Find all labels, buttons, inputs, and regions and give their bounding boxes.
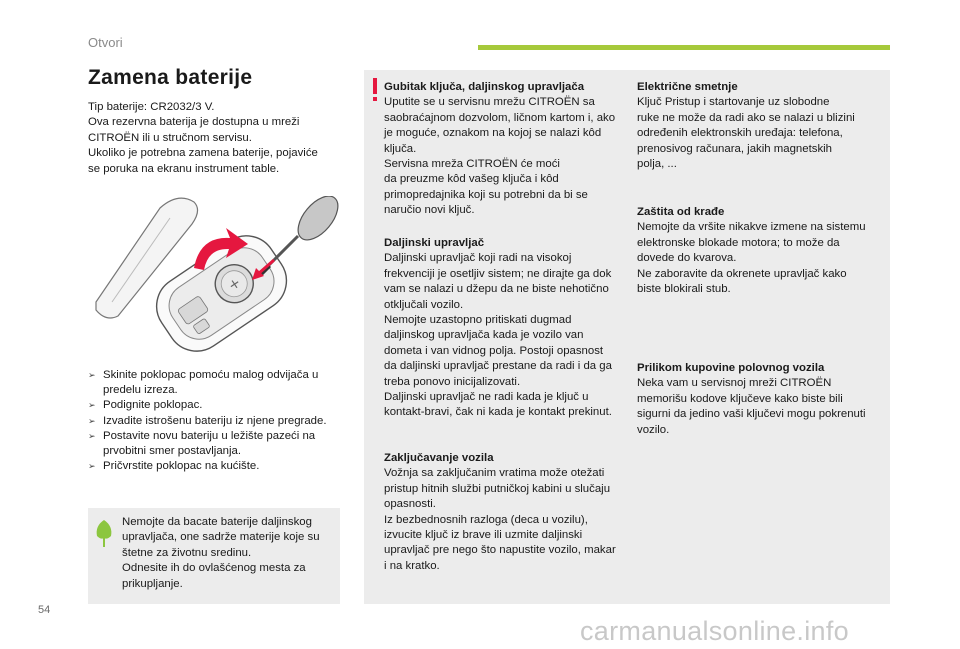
bullet-icon: ➢ xyxy=(88,461,96,472)
block-line: naručio novi ključ. xyxy=(384,204,475,217)
block-line: pristup hitnih službi putničkoj kabini u slučaju xyxy=(384,482,611,495)
block-line: Uputite se u servisnu mrežu CITROËN sa xyxy=(384,96,595,109)
block-line: izvucite ključ iz brave ili uzmite daljinski xyxy=(384,529,583,542)
block-line: prenosivog računara, jakih magnetskih xyxy=(637,142,833,155)
block-line: određenih elektronskih uređaja: telefona, xyxy=(637,127,843,140)
block-line: Ne zaboravite da okrenete upravljač kako xyxy=(637,267,847,280)
used-car-block xyxy=(637,361,887,438)
block-line: opasnosti. xyxy=(384,498,436,511)
block-line: Nemojte uzastopno pritiskati dugmad xyxy=(384,314,572,327)
block-line: kontakt-bravi, čak ni kada je kontakt prekinut. xyxy=(384,406,612,419)
bullet-icon: ➢ xyxy=(88,370,96,380)
block-line: frekvenciji je osetljiv sistem; ne dirajte ga dok xyxy=(384,267,612,280)
block-line: i na kratko. xyxy=(384,559,440,572)
block-title: Električne smetnje xyxy=(637,81,738,93)
block-line: dovede do kvarova. xyxy=(637,252,737,265)
step-item xyxy=(88,398,350,413)
eco-note xyxy=(88,508,340,604)
eco-line: Nemojte da bacate baterije daljinskog xyxy=(122,516,312,528)
block-title: Zaštita od krađe xyxy=(637,206,725,218)
block-line: polja, ... xyxy=(637,158,677,171)
step-line: Pričvrstite poklopac na kućište. xyxy=(103,460,260,473)
bullet-icon: ➢ xyxy=(88,400,96,411)
steps-list xyxy=(88,368,350,474)
eco-note-text xyxy=(122,515,320,592)
step-line: Izvadite istrošenu bateriju iz njene pregrade. xyxy=(103,414,327,427)
block-line: sigurni da jedino vaši ključevi mogu pokrenuti xyxy=(637,408,866,421)
block-line: ruke ne može da radi ako se nalazi u blizini xyxy=(637,111,855,124)
intro-line: se poruka na ekranu instrument table. xyxy=(88,162,280,175)
step-line: Postavite novu bateriju u ležište pazeći na xyxy=(103,429,316,442)
block-line: saobraćajnom dozvolom, ličnom kartom i, ako xyxy=(384,111,616,124)
step-item xyxy=(88,368,350,398)
bullet-icon: ➢ xyxy=(88,415,96,426)
block-line: vozilo. xyxy=(637,423,670,436)
eco-line: upravljača, one sadrže materije koje su xyxy=(122,531,320,544)
block-title: Prilikom kupovine polovnog vozila xyxy=(637,362,825,374)
intro-line: Tip baterije: CR2032/3 V. xyxy=(88,101,215,113)
block-line: biste blokirali stub. xyxy=(637,283,731,296)
remote-block xyxy=(384,236,634,421)
step-line: predelu izreza. xyxy=(103,384,178,397)
section-label: Otvori xyxy=(88,35,123,50)
block-line: otključali vozilo. xyxy=(384,298,464,311)
leaf-icon xyxy=(95,518,113,548)
block-line: treba ponovo inicijalizovati. xyxy=(384,375,521,388)
eco-line: Odnesite ih do ovlašćenog mesta za xyxy=(122,562,306,575)
svg-text:+: + xyxy=(225,274,245,295)
block-line: Vožnja sa zaključanim vratima može otežati xyxy=(384,467,605,480)
block-line: Servisna mreža CITROËN će moći xyxy=(384,158,560,171)
block-title: Gubitak ključa, daljinskog upravljača xyxy=(384,81,585,93)
locking-block xyxy=(384,451,634,574)
block-line: primopredajnika koji su potrebni da bi se xyxy=(384,188,588,201)
block-line: da daljinski upravljač prestane da radi i da ga xyxy=(384,360,612,373)
block-line: Daljinski upravljač koji radi na visokoj xyxy=(384,252,572,265)
block-line: Neka vam u servisnoj mreži CITROËN xyxy=(637,377,832,390)
step-line: prvobitni smer postavljanja. xyxy=(103,445,242,458)
block-title: Daljinski upravljač xyxy=(384,237,485,249)
bullet-icon: ➢ xyxy=(88,430,96,441)
step-item xyxy=(88,459,350,474)
lost-key-block xyxy=(384,80,634,219)
block-line: upravljač pre nego što napustite vozilo, makar xyxy=(384,544,616,557)
block-line: ključa. xyxy=(384,142,417,155)
block-line: memorišu kodove ključeve kako biste bili xyxy=(637,392,843,405)
eco-line: prikupljanje. xyxy=(122,577,183,590)
intro-line: Ova rezervna baterija je dostupna u mreži xyxy=(88,116,300,129)
step-item xyxy=(88,414,350,429)
watermark: carmanualsonline.info xyxy=(580,616,849,646)
intro-line: CITROËN ili u stručnom servisu. xyxy=(88,131,252,144)
block-line: Ključ Pristup i startovanje uz slobodne xyxy=(637,96,830,109)
intro-line: Ukoliko je potrebna zamena baterije, pojaviće xyxy=(88,147,318,160)
block-line: dometa i van vidnog polja. Postoji opasnost xyxy=(384,344,604,357)
step-line: Skinite poklopac pomoću malog odvijača u xyxy=(103,369,319,381)
header-accent-bar xyxy=(478,45,890,50)
intro-text xyxy=(88,100,348,177)
key-battery-illustration xyxy=(88,196,348,356)
block-line: vam se nalazi u džepu da ne biste nehotično xyxy=(384,283,609,296)
block-line: Daljinski upravljač ne radi kada je ključ u xyxy=(384,391,589,404)
step-line: Podignite poklopac. xyxy=(103,399,203,412)
screwdriver-handle xyxy=(291,196,346,247)
block-title: Zaključavanje vozila xyxy=(384,452,494,464)
page-number: 54 xyxy=(38,604,51,616)
warning-icon xyxy=(372,78,378,102)
theft-protection-block xyxy=(637,205,887,297)
block-line: da preuzme kôd vašeg ključa i kôd xyxy=(384,173,559,186)
block-line: Nemojte da vršite nikakve izmene na sistemu xyxy=(637,221,866,234)
eco-line: štetne za životnu sredinu. xyxy=(122,546,252,559)
block-line: daljinskog upravljača kada je vozilo van xyxy=(384,329,584,342)
interference-block xyxy=(637,80,887,172)
block-line: elektronske blokade motora; to može da xyxy=(637,236,840,249)
step-item xyxy=(88,429,350,459)
block-line: Iz bezbednosnih razloga (deca u vozilu), xyxy=(384,513,588,526)
page-title: Zamena baterije xyxy=(88,66,253,89)
block-line: je moguće, oznakom na kojoj se nalazi kôd xyxy=(384,127,602,140)
